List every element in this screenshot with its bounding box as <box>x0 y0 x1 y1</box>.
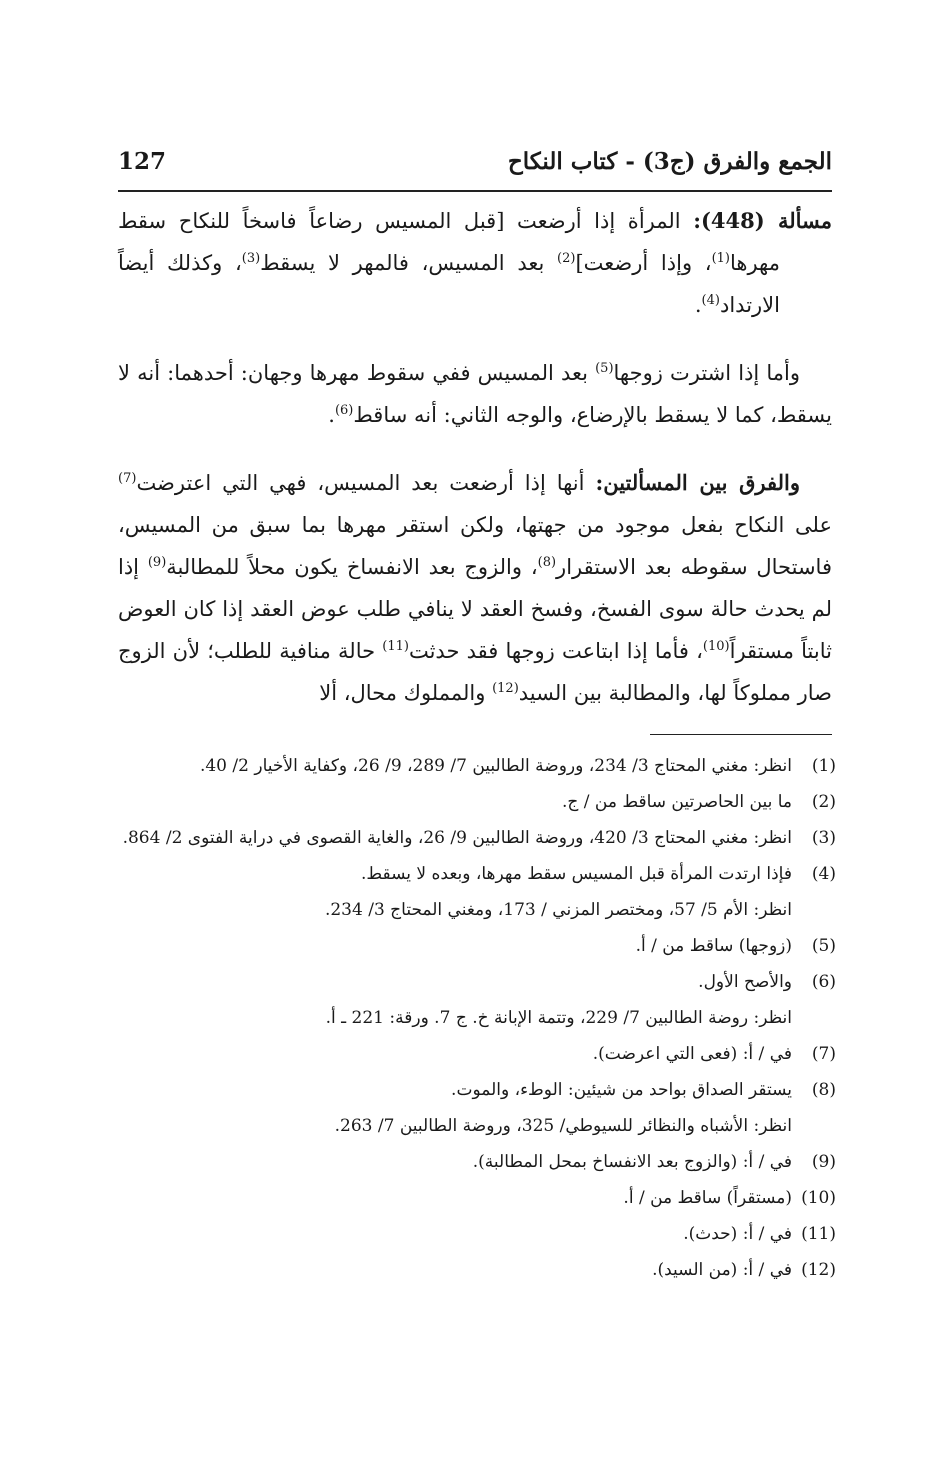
page-number: 127 <box>118 148 167 175</box>
footnote-text <box>118 820 792 856</box>
footnote-number: (7) <box>811 1044 836 1064</box>
footnote-number: (8) <box>811 1080 836 1100</box>
footnote-number: (10) <box>801 1188 836 1208</box>
text-run: بعد المسيس ففي سقوط مهرها وجهان: أحدهما: أنه لا يسقط، كما لا يسقط بالإرضاع، والوجه الثاني: أنه ساقط <box>118 361 832 427</box>
text-run: بعد المسيس، فالمهر لا يسقط <box>260 251 558 275</box>
footnote <box>118 1180 836 1216</box>
footnote <box>118 1216 836 1252</box>
footnote-text <box>118 1144 792 1180</box>
footnote-line: في / أ: (من السيد). <box>652 1260 792 1280</box>
footnote-ref: (10) <box>702 639 730 654</box>
footnote-number: (4) <box>811 864 836 884</box>
footnote-line: انظر: مغني المحتاج 3/ 420، وروضة الطالبين 9/ 26، والغاية القصوى في دراية الفتوى 2/ 864. <box>122 828 792 848</box>
footnote-number: (6) <box>811 972 836 992</box>
footnote-number: (3) <box>811 828 836 848</box>
text-run: ، وإذا أرضعت] <box>575 251 712 275</box>
footnote-line: والأصح الأول. <box>698 972 792 992</box>
footnote-number: (12) <box>801 1260 836 1280</box>
footnote-number: (5) <box>811 936 836 956</box>
footnote-ref: (3) <box>241 251 261 266</box>
issue-heading: مسألة (448): <box>693 208 832 233</box>
footnote-line: (مستقراً) ساقط من / أ. <box>623 1188 792 1208</box>
footnote-text <box>118 1180 792 1216</box>
footnote-ref: (6) <box>334 403 354 418</box>
footnote-text <box>118 1216 792 1252</box>
difference-heading: والفرق بين المسألتين: <box>595 470 800 495</box>
footnote-line: انظر: مغني المحتاج 3/ 234، وروضة الطالبين 7/ 289، 9/ 26، وكفاية الأخيار 2/ 40. <box>199 756 792 776</box>
footnote-text <box>118 928 792 964</box>
text-run: إذا لم يحدث حالة سوى الفسخ، وفسخ العقد لا ينافي طلب عوض العقد إذا كان العوض ثابتاً مستقراً <box>118 555 832 663</box>
footnote-line: انظر: الأشباه والنظائر للسيوطي/ 325، وروضة الطالبين 7/ 263. <box>334 1116 792 1136</box>
footnote <box>118 820 836 856</box>
footnote-ref: (2) <box>557 251 576 266</box>
footnote-separator <box>650 734 832 735</box>
footnote-line: في / أ: (والزوج بعد الانفساخ بمحل المطالبة). <box>472 1152 792 1172</box>
footnote-line: ما بين الحاصرتين ساقط من / ج. <box>561 792 792 812</box>
paragraph-issue-448 <box>118 200 832 326</box>
text-run: ، فأما إذا ابتاعت زوجها فقد حدثت <box>408 639 703 663</box>
footnote-ref: (7) <box>118 471 137 486</box>
running-title: الجمع والفرق (ج3) - كتاب النكاح <box>507 148 832 175</box>
text-run: المرأة إذا أرضعت [قبل المسيس رضاعاً فاسخاً للنكاح سقط مهرها <box>118 209 780 275</box>
footnote-number: (2) <box>811 792 836 812</box>
footnote <box>118 928 836 964</box>
footnote <box>118 1144 836 1180</box>
footnote <box>118 856 836 928</box>
footnote-line: في / أ: (حدث). <box>683 1224 792 1244</box>
text-run: ، والزوج بعد الانفساخ يكون محلاً للمطالبة <box>166 555 538 579</box>
footnote-number: (1) <box>811 756 836 776</box>
footnote-ref: (5) <box>595 361 614 376</box>
footnote-text <box>118 1072 792 1144</box>
footnote-line: انظر: الأم 5/ 57، ومختصر المزني / 173، ومغني المحتاج 3/ 234. <box>324 900 792 920</box>
footnote-text <box>118 964 792 1036</box>
footnote-line: يستقر الصداق بواحد من شيئين: الوطء، والموت. <box>451 1080 792 1100</box>
footnote-line: فإذا ارتدت المرأة قبل المسيس سقط مهرها، وبعده لا يسقط. <box>360 864 792 884</box>
footnote <box>118 784 836 820</box>
text-run: . <box>694 293 702 317</box>
footnote-line: في / أ: (فعى التي اعرضت). <box>592 1044 792 1064</box>
paragraph-purchase <box>118 352 832 436</box>
paragraph-difference <box>118 462 832 714</box>
footnote-number: (9) <box>811 1152 836 1172</box>
footnote-ref: (8) <box>537 555 557 570</box>
main-text <box>118 200 832 714</box>
text-run: وأما إذا اشترت زوجها <box>613 361 801 385</box>
footnote <box>118 748 836 784</box>
footnotes <box>118 748 836 1288</box>
footnote-ref: (12) <box>492 681 519 696</box>
footnote-number: (11) <box>801 1224 836 1244</box>
footnote <box>118 964 836 1036</box>
text-run: والمملوك محال، ألا <box>319 681 493 705</box>
footnote-line: انظر: روضة الطالبين 7/ 229، وتتمة الإبانة خ. ج 7. ورقة: 221 ـ أ. <box>325 1008 792 1028</box>
footnote-ref: (1) <box>711 251 730 266</box>
footnote-text <box>118 1252 792 1288</box>
text-run: . <box>328 403 335 427</box>
footnote-line: (زوجها) ساقط من / أ. <box>635 936 792 956</box>
footnote-text <box>118 1036 792 1072</box>
footnote-ref: (4) <box>701 293 720 308</box>
footnote <box>118 1252 836 1288</box>
page-header <box>118 140 832 192</box>
footnote-text <box>118 856 792 928</box>
footnote-text <box>118 784 792 820</box>
text-run: أنها إذا أرضعت بعد المسيس، فهي التي اعترضت <box>136 471 596 495</box>
footnote <box>118 1036 836 1072</box>
footnote-ref: (11) <box>382 639 409 654</box>
footnote-ref: (9) <box>147 555 167 570</box>
text-run: ، وكذلك أيضاً الارتداد <box>118 251 780 317</box>
footnote-text <box>118 748 792 784</box>
footnote <box>118 1072 836 1144</box>
text-run: على النكاح بفعل موجود من جهتها، ولكن استقر مهرها بما سبق من المسيس، فاستحال سقوطه بعد الاستقرار <box>118 513 832 579</box>
text-run: حالة منافية للطلب؛ لأن الزوج صار مملوكاً لها، والمطالبة بين السيد <box>118 639 832 705</box>
